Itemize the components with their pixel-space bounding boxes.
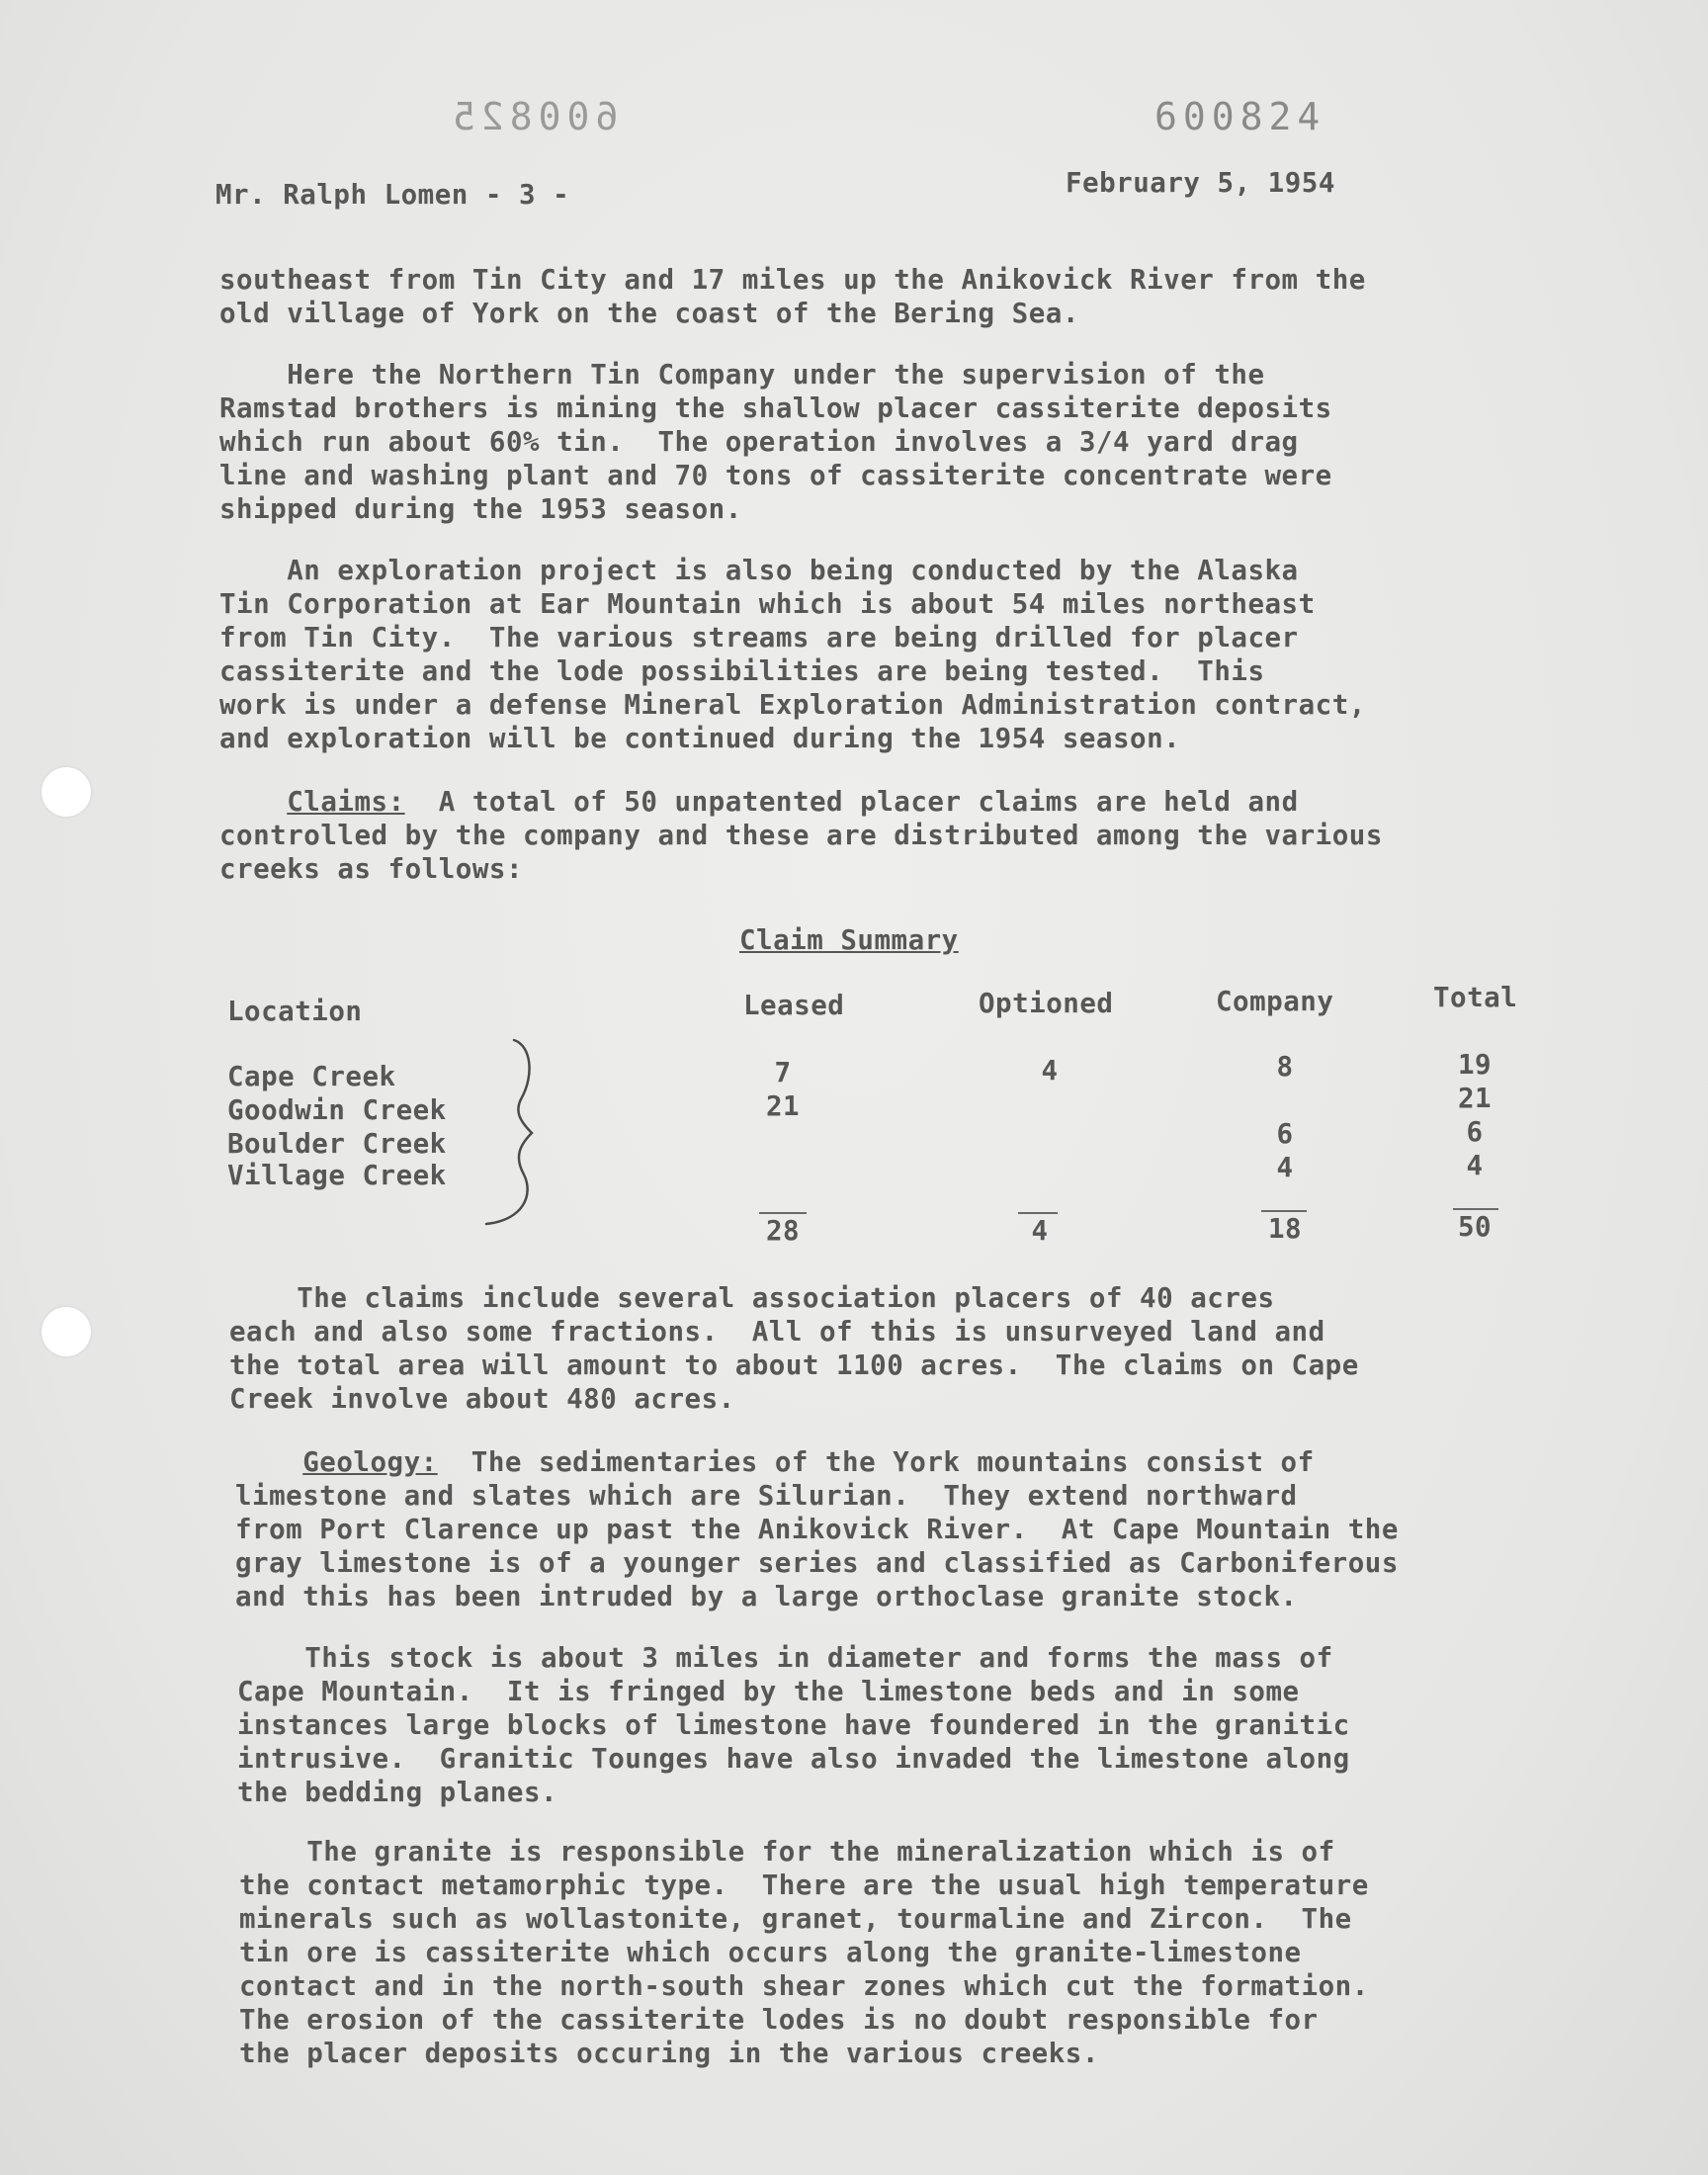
paragraph-mineralization: The granite is responsible for the mineralization which is of the contact metamorphic type. There are the usual high temperature minerals such as wollastonite, granet, tourmaline and Zircon. The tin ore is cassiterite which occurs along the granite-limestone contact and in the north-south shear zones which cut the formation. The erosion of the cassiterite lodes is no doubt responsible for the placer deposits occuring in the various creeks. — [239, 1836, 1369, 2069]
letter-date: February 5, 1954 — [1066, 167, 1335, 199]
header-company: Company — [1216, 986, 1334, 1017]
paragraph-exploration: An exploration project is also being conducted by the Alaska Tin Corporation at Ear Mountain which is about 54 miles northeast from Tin City. The various streams are being drilled for placer cassiterite and the lode possibilities are being tested. This work is under a defense Mineral Exploration Administration contract, and exploration will be continued during the 1954 season. — [219, 555, 1366, 754]
punch-hole-bottom — [42, 1307, 91, 1356]
geology-text: The sedimentaries of the York mountains consist of limestone and slates which are Silurian. They extend northward from Port Clarence up past the Anikovick River. At Cape Mountain the gray limestone is of a younger series and classified as Carboniferous and this has been intruded by a large orthoclase granite stock. — [235, 1446, 1399, 1612]
header-optioned: Optioned — [979, 988, 1114, 1019]
cell-total: 21 — [1457, 1083, 1493, 1114]
geology-heading: Geology: — [302, 1446, 438, 1478]
page-number-stamp: 600824 — [1154, 95, 1326, 138]
cell-company: 8 — [1276, 1051, 1294, 1083]
handwritten-brace-mark — [484, 1036, 554, 1234]
letter-recipient-header: Mr. Ralph Lomen - 3 - — [215, 179, 570, 211]
row-location: Boulder Creek — [227, 1128, 447, 1160]
cell-company: 4 — [1276, 1152, 1294, 1183]
total-total: 50 — [1457, 1211, 1493, 1243]
paragraph-granite-stock: This stock is about 3 miles in diameter and forms the mass of Cape Mountain. It is fringed by the limestone beds and in some instances large blocks of limestone have foundered in the granitic intrusive. Granitic Tounges have also invaded the limestone along the bedding planes. — [237, 1642, 1350, 1808]
claim-summary-title: Claim Summary — [739, 924, 959, 956]
header-location: Location — [227, 996, 363, 1027]
cell-total: 4 — [1466, 1150, 1484, 1181]
paragraph-location: southeast from Tin City and 17 miles up the Anikovick River from the old village of York on the coast of the Bering Sea. — [219, 264, 1366, 329]
row-location: Goodwin Creek — [227, 1094, 447, 1126]
total-company: 18 — [1267, 1213, 1303, 1245]
claims-heading: Claims: — [287, 786, 405, 818]
punch-hole-top — [42, 767, 91, 817]
mirrored-page-stamp: 600825 — [447, 95, 619, 138]
row-location: Village Creek — [227, 1160, 447, 1191]
cell-optioned: 4 — [1041, 1055, 1059, 1087]
paragraph-acreage: The claims include several association placers of 40 acres each and also some fractions. All of this is unsurveyed land and the total area will amount to about 1100 acres. The claims on Cape Creek involve about 480 acres. — [229, 1282, 1359, 1415]
paragraph-northern-tin: Here the Northern Tin Company under the supervision of the Ramstad brothers is mining the shallow placer cassiterite deposits which run about 60% tin. The operation involves a 3/4 yard drag line and washing plant and 70 tons of cassiterite concentrate were shipped during the 1953 season. — [219, 359, 1332, 525]
row-location: Cape Creek — [227, 1061, 396, 1092]
claims-text: A total of 50 unpatented placer claims are held and controlled by the company and these are distributed among the various creeks as follows: — [219, 786, 1383, 885]
header-leased: Leased — [743, 990, 845, 1021]
cell-leased: 21 — [765, 1090, 801, 1122]
cell-total: 19 — [1457, 1049, 1493, 1081]
paragraph-geology — [235, 1445, 1399, 1613]
cell-total: 6 — [1466, 1116, 1484, 1148]
cell-company: 6 — [1276, 1118, 1294, 1150]
paragraph-claims — [219, 785, 1383, 886]
total-leased: 28 — [765, 1215, 801, 1247]
cell-leased: 7 — [774, 1057, 792, 1088]
total-optioned: 4 — [1031, 1215, 1049, 1247]
header-total: Total — [1433, 982, 1518, 1013]
